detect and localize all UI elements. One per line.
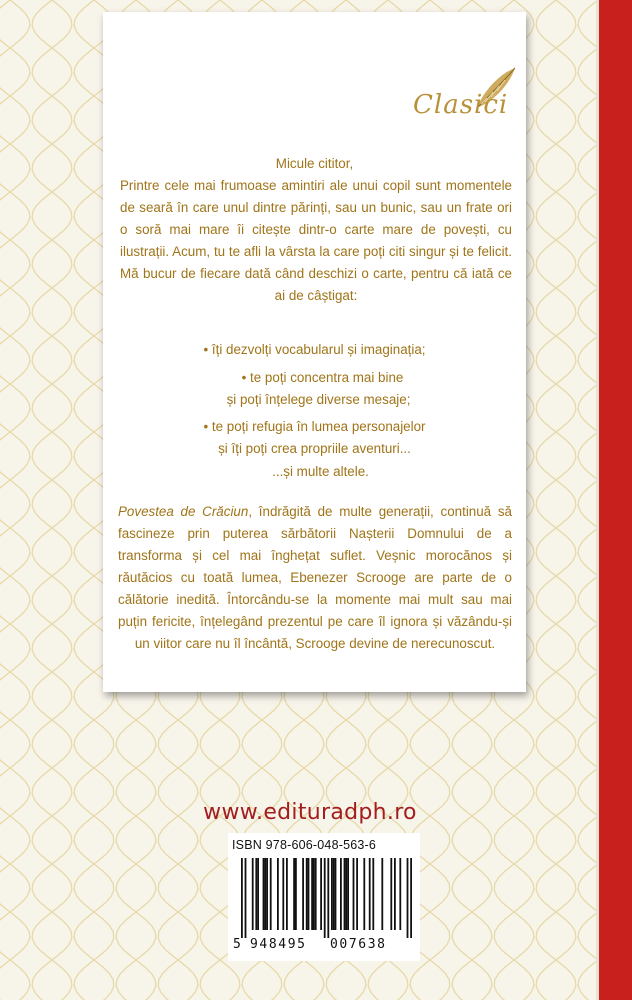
barcode-bar bbox=[344, 858, 346, 930]
description-text: , îndrăgită de multe generații, continuă să fascineze prin puterea sărbătorii Nașterii Domnului de a transforma și cel mai înghețat suflet. Veșnic morocănos și răutăcios cu toată lumea, Ebenezer Scrooge are parte de o călătorie inedită. Întorcându-se la momente mai mult sau mai puțin fericite, înțelegând prezentul pe care îl ignora și văzându-și un viitor care nu îl încântă, Scrooge devine de nerecunoscut. bbox=[118, 504, 512, 651]
barcode-bar bbox=[335, 858, 337, 930]
barcode-bar bbox=[347, 858, 349, 930]
barcode-bar bbox=[252, 858, 254, 930]
barcode-bar bbox=[356, 858, 358, 930]
wave-line bbox=[32, 0, 72, 1000]
barcode-bar bbox=[320, 858, 322, 930]
book-title: Povestea de Crăciun bbox=[118, 504, 249, 519]
barcode-bar bbox=[311, 858, 313, 930]
benefit-3-cont: și îți poți crea propriile aventuri... bbox=[218, 441, 411, 456]
barcode-bar bbox=[255, 858, 257, 930]
barcode-group-2: 007638 bbox=[330, 937, 387, 952]
barcode-bar bbox=[302, 858, 304, 930]
text-card bbox=[103, 12, 526, 692]
publisher-website: www.edituradph.ro bbox=[203, 800, 417, 825]
series-logo-text: Clasici bbox=[413, 90, 509, 120]
wave-line bbox=[0, 0, 30, 1000]
barcode-bar bbox=[390, 858, 392, 930]
barcode-bar bbox=[381, 858, 383, 930]
barcode-bar bbox=[241, 858, 243, 938]
barcode-bar bbox=[266, 858, 268, 930]
benefit-3: • te poți refugia în lumea personajelor bbox=[203, 419, 426, 434]
barcode-bar bbox=[369, 858, 371, 930]
barcode-bar bbox=[282, 858, 284, 930]
benefit-2: • te poți concentra mai bine bbox=[241, 370, 404, 385]
barcode-bar bbox=[324, 858, 326, 938]
barcode-bar bbox=[277, 858, 279, 930]
barcode-bar bbox=[399, 858, 401, 930]
barcode-bar bbox=[315, 858, 317, 930]
barcode-group-1: 948495 bbox=[250, 937, 307, 952]
barcode-bar bbox=[333, 858, 335, 930]
barcode-bar bbox=[263, 858, 265, 930]
barcode-bar bbox=[313, 858, 315, 930]
wave-line bbox=[536, 0, 576, 1000]
barcode-bar bbox=[363, 858, 365, 930]
intro-paragraph: Printre cele mai frumoase amintiri ale unui copil sunt momentele de seară în care unul dintre părinți, sau un bunic, sau un frate ori o soră mai mare îi citește dintr-o carte mare de povești, cu ilustrații. Acum, tu te afli la vârsta la care poți citi singur și te felicit. Mă bucur de fiecare dată când deschizi o carte, pentru că iată ce ai de câștigat: bbox=[120, 178, 512, 303]
barcode-bar bbox=[286, 858, 288, 930]
barcode-bar bbox=[293, 858, 295, 930]
barcode-bar bbox=[331, 858, 333, 930]
barcode bbox=[233, 858, 419, 938]
wave-line bbox=[32, 0, 72, 1000]
barcode-bar bbox=[257, 858, 259, 930]
barcode-bar bbox=[264, 858, 266, 930]
barcode-bar bbox=[372, 858, 374, 930]
barcode-bar bbox=[394, 858, 396, 930]
barcode-first-digit: 5 bbox=[233, 937, 241, 952]
benefit-2-cont: și poți înțelege diverse mesaje; bbox=[226, 392, 411, 407]
benefit-1: • îți dezvolți vocabularul și imaginația; bbox=[203, 342, 426, 357]
barcode-bar bbox=[345, 858, 347, 930]
closing-line: ...și multe altele. bbox=[272, 464, 369, 479]
barcode-bar bbox=[245, 858, 247, 938]
barcode-bar bbox=[270, 858, 272, 930]
wave-line bbox=[536, 0, 576, 1000]
red-spine bbox=[599, 0, 632, 1000]
barcode-bar bbox=[353, 858, 355, 930]
book-description bbox=[118, 501, 512, 655]
barcode-bar bbox=[308, 858, 310, 930]
isbn-number: ISBN 978-606-048-563-6 bbox=[232, 838, 377, 852]
barcode-bar bbox=[327, 858, 329, 938]
barcode-bar bbox=[410, 858, 412, 938]
barcode-bar bbox=[340, 858, 342, 930]
barcode-bar bbox=[306, 858, 308, 930]
barcode-bar bbox=[407, 858, 409, 938]
salutation: Micule cititor, bbox=[275, 156, 354, 171]
barcode-bar bbox=[295, 858, 297, 930]
